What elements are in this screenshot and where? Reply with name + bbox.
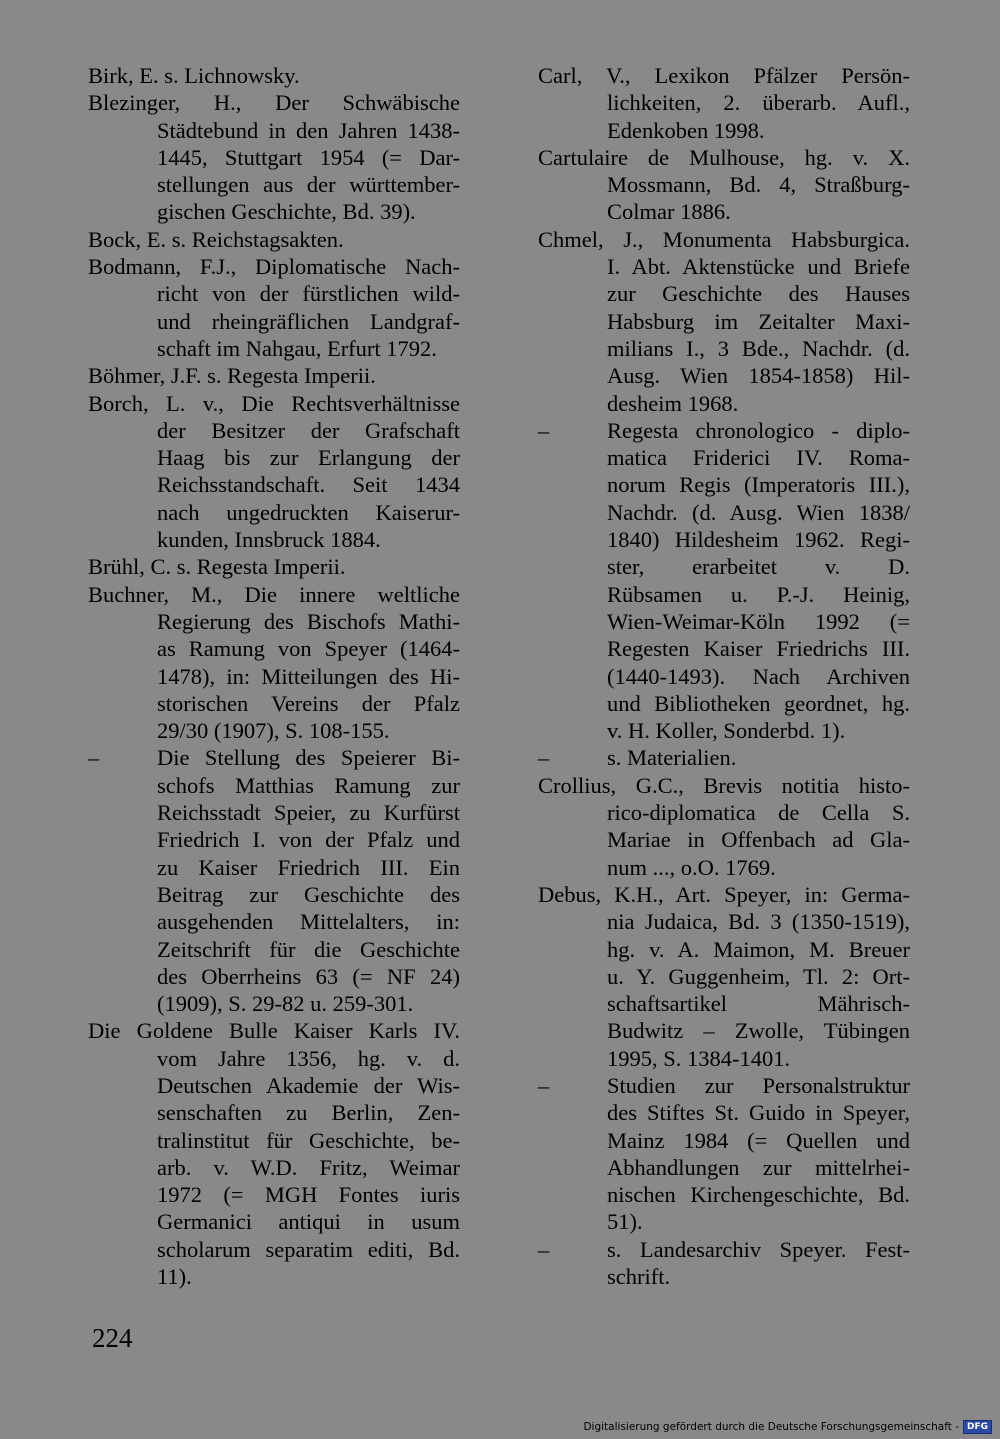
entry-line: schofs Matthias Ramung zur: [157, 772, 460, 798]
entry-line: Rübsamen u. P.-J. Heinig,: [607, 581, 910, 607]
entry-line: storischen Vereins der Pfalz: [157, 690, 460, 716]
entry-line: norum Regis (Imperatoris III.),: [607, 472, 910, 498]
entry-line: – s. Materialien.: [538, 745, 737, 771]
bibliography-entry: [538, 772, 910, 881]
entry-line: u. Y. Guggenheim, Tl. 2: Ort-: [607, 963, 910, 989]
entry-line: der Besitzer der Grafschaft: [157, 417, 460, 443]
entry-line: Die Goldene Bulle Kaiser Karls IV.: [88, 1018, 460, 1044]
entry-line: zur Geschichte des Hauses: [607, 281, 910, 307]
entry-line: Abhandlungen zur mittelrhei-: [607, 1154, 910, 1180]
entry-line: Colmar 1886.: [607, 199, 731, 225]
bibliography-entry: [88, 553, 460, 580]
entry-line: ausgehenden Mittelalters, in:: [157, 909, 460, 935]
entry-line: Chmel, J., Monumenta Habsburgica.: [538, 226, 910, 252]
entry-line: zu Kaiser Friedrich III. Ein: [157, 854, 460, 880]
entry-line: desheim 1968.: [607, 390, 739, 416]
entry-line: Edenkoben 1998.: [607, 117, 765, 143]
entry-line: as Ramung von Speyer (1464-: [157, 636, 460, 662]
entry-line: Bock, E. s. Reichstagsakten.: [88, 226, 344, 252]
entry-line: senschaften zu Berlin, Zen-: [157, 1100, 460, 1126]
entry-line: richt von der fürstlichen wild-: [157, 281, 460, 307]
entry-line: Brühl, C. s. Regesta Imperii.: [88, 554, 346, 580]
entry-line: rico-diplomatica de Cella S.: [607, 800, 910, 826]
entry-line: Debus, K.H., Art. Speyer, in: Germa-: [538, 881, 910, 907]
bibliography-entry: [538, 62, 910, 144]
entry-line: Nachdr. (d. Ausg. Wien 1838/: [607, 499, 910, 525]
page-number: 224: [92, 1323, 133, 1353]
bibliography-entry: [538, 881, 910, 1072]
bibliography-entry: [538, 226, 910, 417]
entry-line: nischen Kirchengeschichte, Bd.: [607, 1182, 910, 1208]
entry-line: 1445, Stuttgart 1954 (= Dar-: [157, 144, 460, 170]
entry-line: – Die Stellung des Speierer Bi-: [88, 745, 460, 771]
entry-dash: –: [538, 1236, 550, 1262]
entry-line: 1995, S. 1384-1401.: [607, 1045, 791, 1071]
entry-line: kunden, Innsbruck 1884.: [157, 527, 381, 553]
entry-line: und Bibliotheken geordnet, hg.: [607, 690, 910, 716]
entry-line: 1972 (= MGH Fontes iuris: [157, 1182, 460, 1208]
entry-line: Zeitschrift für die Geschichte: [157, 936, 460, 962]
entry-line: und rheingräflichen Landgraf-: [157, 308, 460, 334]
entry-line: Cartulaire de Mulhouse, hg. v. X.: [538, 144, 910, 170]
entry-line: Reichsstandschaft. Seit 1434: [157, 472, 460, 498]
entry-line: schrift.: [607, 1264, 671, 1290]
entry-dash: –: [88, 745, 100, 771]
entry-dash: –: [538, 1072, 550, 1098]
footer-funding-note: [583, 1419, 992, 1435]
entry-line: (1909), S. 29-82 u. 259-301.: [157, 991, 414, 1017]
entry-line: 11).: [157, 1264, 192, 1290]
entry-line: matica Friderici IV. Roma-: [607, 445, 910, 471]
entry-line: I. Abt. Aktenstücke und Briefe: [607, 254, 910, 280]
entry-line: des Oberrheins 63 (= NF 24): [157, 963, 460, 989]
entry-line: Buchner, M., Die innere weltliche: [88, 581, 460, 607]
entry-line: Germanici antiqui in usum: [157, 1209, 460, 1235]
footer-text: Digitalisierung gefördert durch die Deutsche Forschungsgemeinschaft -: [583, 1421, 959, 1433]
entry-line: Bodmann, F.J., Diplomatische Nach-: [88, 254, 460, 280]
entry-line: des Stiftes St. Guido in Speyer,: [607, 1100, 910, 1126]
entry-line: v. H. Koller, Sonderbd. 1).: [607, 718, 846, 744]
entry-line: Ausg. Wien 1854-1858) Hil-: [607, 363, 910, 389]
entry-dash: –: [538, 745, 550, 771]
bibliography-entry: [88, 581, 460, 745]
entry-line: Borch, L. v., Die Rechtsverhältnisse: [88, 390, 460, 416]
entry-line: schaft im Nahgau, Erfurt 1792.: [157, 335, 437, 361]
entry-line: Blezinger, H., Der Schwäbische: [88, 90, 460, 116]
entry-line: Städtebund in den Jahren 1438-: [157, 117, 460, 143]
entry-line: Carl, V., Lexikon Pfälzer Persön-: [538, 63, 910, 88]
entry-line: Regesten Kaiser Friedrichs III.: [607, 636, 910, 662]
bibliography-entry: [88, 226, 460, 253]
entry-line: Mariae in Offenbach ad Gla-: [607, 827, 910, 853]
entry-line: Habsburg im Zeitalter Maxi-: [607, 308, 910, 334]
bibliography-entry: [88, 362, 460, 389]
entry-line: Mossmann, Bd. 4, Straßburg-: [607, 172, 910, 198]
entry-line: (1440-1493). Nach Archiven: [607, 663, 910, 689]
entry-line: 1478), in: Mitteilungen des Hi-: [157, 663, 460, 689]
entry-line: Deutschen Akademie der Wis-: [157, 1072, 460, 1098]
bibliography-entry: [538, 1236, 910, 1291]
entry-line: Haag bis zur Erlangung der: [157, 445, 460, 471]
entry-line: milians I., 3 Bde., Nachdr. (d.: [607, 335, 910, 361]
bibliography-entry: [88, 1017, 460, 1290]
entry-line: stellungen aus der württember-: [157, 172, 460, 198]
entry-line: nach ungedruckten Kaiserur-: [157, 499, 460, 525]
entry-line: gischen Geschichte, Bd. 39).: [157, 199, 416, 225]
entry-line: Regierung des Bischofs Mathi-: [157, 608, 460, 634]
bibliography-entry: [88, 253, 460, 362]
entry-line: – s. Landesarchiv Speyer. Fest-: [538, 1236, 910, 1262]
entry-line: Mainz 1984 (= Quellen und: [607, 1127, 910, 1153]
entry-line: Birk, E. s. Lichnowsky.: [88, 63, 300, 88]
entry-line: scholarum separatim editi, Bd.: [157, 1236, 460, 1262]
dfg-logo: DFG: [963, 1420, 992, 1434]
entry-line: tralinstitut für Geschichte, be-: [157, 1127, 460, 1153]
entry-line: arb. v. W.D. Fritz, Weimar: [157, 1154, 460, 1180]
entry-line: 51).: [607, 1209, 643, 1235]
entry-line: nia Judaica, Bd. 3 (1350-1519),: [607, 909, 910, 935]
bibliography-entry: [88, 744, 460, 1017]
bibliography-entry: [538, 417, 910, 745]
entry-line: Crollius, G.C., Brevis notitia histo-: [538, 772, 910, 798]
entry-line: vom Jahre 1356, hg. v. d.: [157, 1045, 460, 1071]
entry-line: lichkeiten, 2. überarb. Aufl.,: [607, 90, 910, 116]
entry-line: num ..., o.O. 1769.: [607, 854, 776, 880]
bibliography-entry: [538, 744, 910, 771]
entry-line: ster, erarbeitet v. D.: [607, 554, 910, 580]
entry-line: schaftsartikel Mährisch-: [607, 991, 910, 1017]
left-column: [88, 62, 460, 1290]
entry-dash: –: [538, 417, 550, 443]
entry-line: – Regesta chronologico - diplo-: [538, 417, 910, 443]
bibliography-entry: [538, 144, 910, 226]
entry-line: – Studien zur Personalstruktur: [538, 1072, 910, 1098]
right-column: [538, 62, 910, 1290]
entry-line: Beitrag zur Geschichte des: [157, 881, 460, 907]
entry-line: Wien-Weimar-Köln 1992 (=: [607, 608, 910, 634]
bibliography-entry: [88, 390, 460, 554]
entry-line: Friedrich I. von der Pfalz und: [157, 827, 460, 853]
entry-line: Böhmer, J.F. s. Regesta Imperii.: [88, 363, 376, 389]
bibliography-entry: [88, 89, 460, 225]
entry-line: hg. v. A. Maimon, M. Breuer: [607, 936, 910, 962]
entry-line: Budwitz – Zwolle, Tübingen: [607, 1018, 910, 1044]
entry-line: 1840) Hildesheim 1962. Regi-: [607, 527, 910, 553]
entry-line: 29/30 (1907), S. 108-155.: [157, 718, 390, 744]
bibliography-entry: [88, 62, 460, 89]
entry-line: Reichsstadt Speier, zu Kurfürst: [157, 800, 460, 826]
bibliography-entry: [538, 1072, 910, 1236]
